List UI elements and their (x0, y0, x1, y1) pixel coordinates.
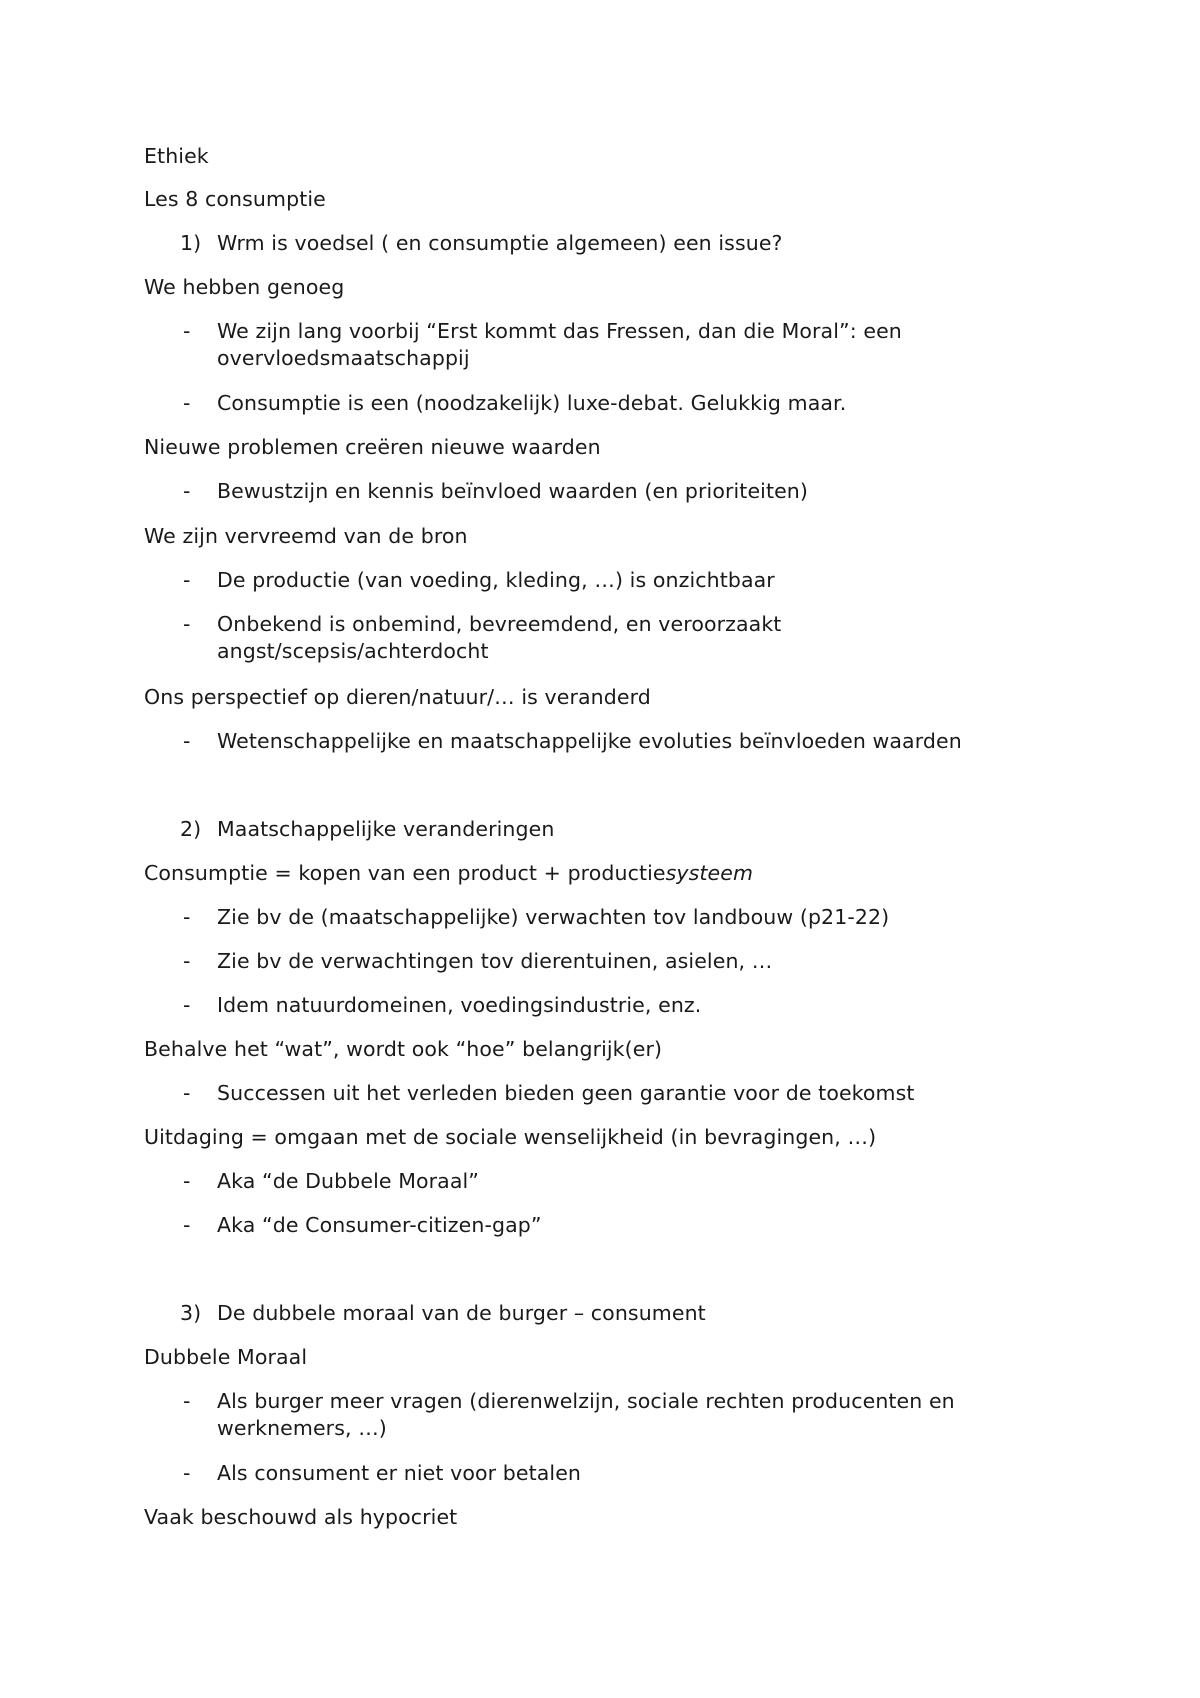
section2-consumptie-italic: systeem (665, 861, 754, 885)
section2-number: 2) (180, 817, 202, 841)
section1-block4-heading: Ons perspectief op dieren/natuur/… is veranderd (144, 685, 651, 709)
bullet-dash: - (183, 1169, 191, 1193)
section1-block1-bullet2: Consumptie is een (noodzakelijk) luxe-debat. Gelukkig maar. (217, 391, 847, 415)
section2-block2-heading: Behalve het “wat”, wordt ook “hoe” belangrijk(er) (144, 1037, 663, 1061)
bullet-dash: - (183, 568, 191, 592)
section2-block3-bullet2: Aka “de Consumer-citizen-gap” (217, 1213, 542, 1237)
section3-block1-bullet2: Als consument er niet voor betalen (217, 1461, 582, 1485)
section2-block3-bullet1: Aka “de Dubbele Moraal” (217, 1169, 480, 1193)
bullet-dash: - (183, 729, 191, 753)
bullet-dash: - (183, 949, 191, 973)
section3-block2-heading: Vaak beschouwd als hypocriet (144, 1505, 458, 1529)
section1-block1-bullet1: We zijn lang voorbij “Erst kommt das Fressen, dan die Moral”: een overvloedsmaatschappij (217, 319, 902, 370)
bullet-dash: - (183, 479, 191, 503)
bullet-dash: - (183, 1461, 191, 1485)
bullet-dash: - (183, 612, 191, 636)
bullet-dash: - (183, 391, 191, 415)
section1-block4-bullet1: Wetenschappelijke en maatschappelijke evoluties beïnvloeden waarden (217, 729, 962, 753)
section2-block1-bullet3: Idem natuurdomeinen, voedingsindustrie, enz. (217, 993, 702, 1017)
bullet-dash: - (183, 993, 191, 1017)
section1-block2-heading: Nieuwe problemen creëren nieuwe waarden (144, 435, 601, 459)
section2-consumptie-line (144, 860, 753, 887)
section2-block1-bullet1: Zie bv de (maatschappelijke) verwachten tov landbouw (p21-22) (217, 905, 890, 929)
document-subtitle: Les 8 consumptie (144, 187, 326, 211)
document-title: Ethiek (144, 144, 209, 168)
section1-block3-bullet1: De productie (van voeding, kleding, …) is onzichtbaar (217, 568, 775, 592)
bullet-dash: - (183, 1213, 191, 1237)
section1-block1-heading: We hebben genoeg (144, 275, 345, 299)
bullet-dash: - (183, 319, 191, 343)
section3-block1-heading: Dubbele Moraal (144, 1345, 308, 1369)
section1-title: Wrm is voedsel ( en consumptie algemeen) een issue? (217, 231, 783, 255)
section1-block3-bullet2: Onbekend is onbemind, bevreemdend, en veroorzaakt angst/scepsis/achterdocht (217, 612, 782, 663)
section1-block3-heading: We zijn vervreemd van de bron (144, 524, 468, 548)
section2-block1-bullet2: Zie bv de verwachtingen tov dierentuinen, asielen, … (217, 949, 773, 973)
bullet-dash: - (183, 905, 191, 929)
section3-block1-bullet1: Als burger meer vragen (dierenwelzijn, sociale rechten producenten en werknemers, …) (217, 1389, 955, 1440)
section2-block2-bullet1: Successen uit het verleden bieden geen garantie voor de toekomst (217, 1081, 915, 1105)
section2-block3-heading: Uitdaging = omgaan met de sociale wenselijkheid (in bevragingen, …) (144, 1125, 877, 1149)
bullet-dash: - (183, 1081, 191, 1105)
section2-consumptie-prefix: Consumptie = kopen van een product + productie (144, 861, 666, 885)
section2-title: Maatschappelijke veranderingen (217, 817, 555, 841)
bullet-dash: - (183, 1389, 191, 1413)
section1-block2-bullet1: Bewustzijn en kennis beïnvloed waarden (en prioriteiten) (217, 479, 808, 503)
section3-number: 3) (180, 1301, 202, 1325)
section3-title: De dubbele moraal van de burger – consument (217, 1301, 706, 1325)
section1-number: 1) (180, 231, 202, 255)
